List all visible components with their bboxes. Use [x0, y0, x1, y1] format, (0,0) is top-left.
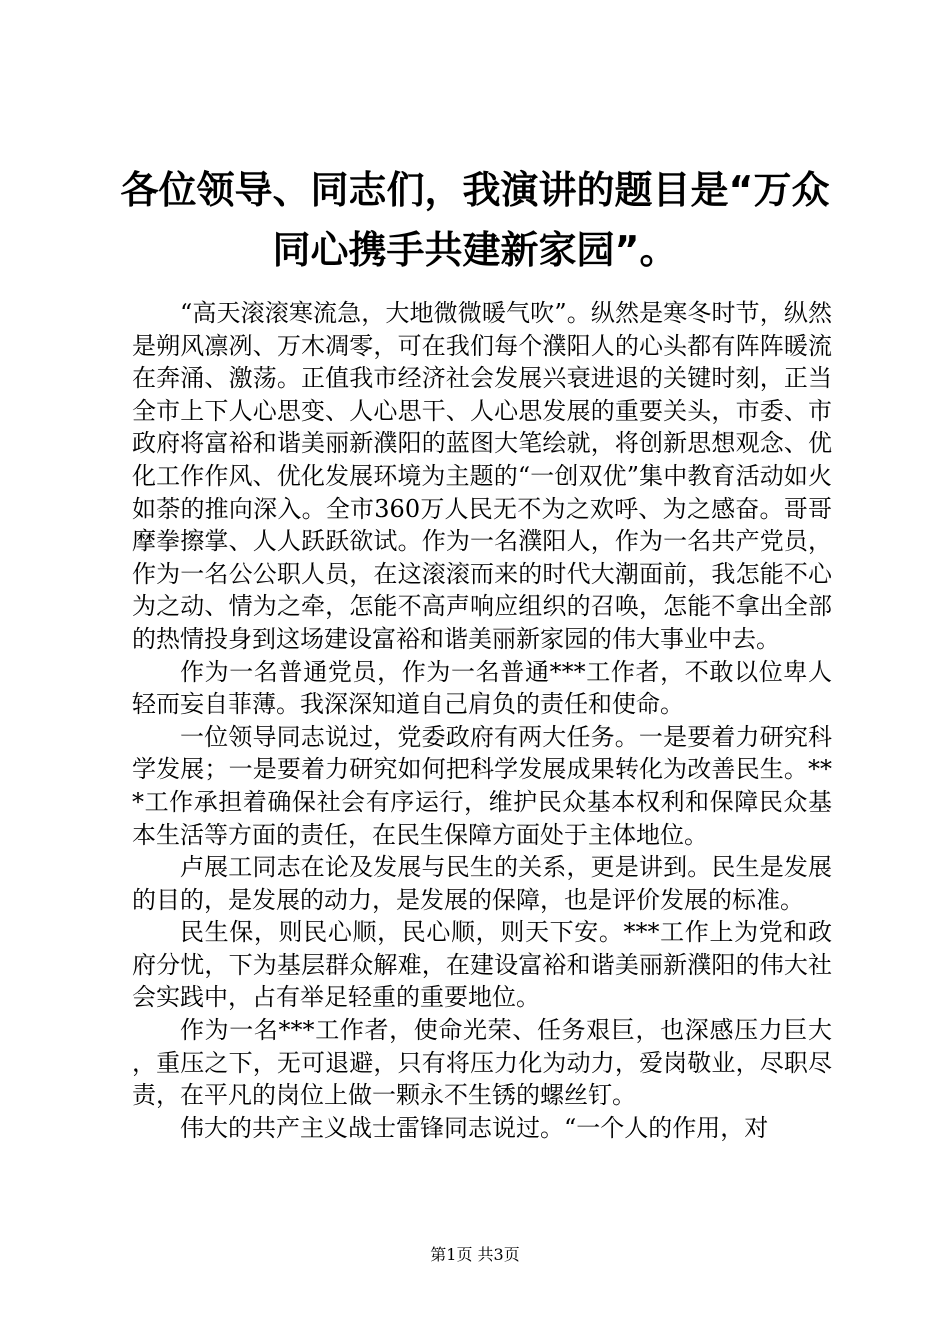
page-footer: 第1页 共3页 — [430, 1245, 520, 1264]
document-body — [132, 297, 832, 1187]
paragraph: 民生保，则民心顺，民心顺，则天下安。***工作上为党和政府分忧，下为基层群众解难，在建设富裕和谐美丽新濮阳的伟大社会实践中，占有举足轻重的重要地位。 — [132, 918, 832, 1012]
document-title: 各位领导、同志们，我演讲的题目是“万众同心携手共建新家园”。 — [120, 168, 830, 272]
paragraph: 作为一名***工作者，使命光荣、任务艰巨，也深感压力巨大，重压之下，无可退避，只有将压力化为动力，爱岗敬业，尽职尽责，在平凡的岗位上做一颗永不生锈的螺丝钉。 — [132, 1016, 832, 1110]
paragraph: 伟大的共产主义战士雷锋同志说过。“一个人的作用，对 — [180, 1113, 769, 1142]
paragraph: 一位领导同志说过，党委政府有两大任务。一是要着力研究科学发展；一是要着力研究如何把科学发展成果转化为改善民生。***工作承担着确保社会有序运行，维护民众基本权利和保障民众基本生活等方面的责任，在民生保障方面处于主体地位。 — [132, 722, 832, 849]
paragraph: 卢展工同志在论及发展与民生的关系，更是讲到。民生是发展的目的，是发展的动力，是发展的保障，也是评价发展的标准。 — [132, 853, 832, 914]
paragraph: 作为一名普通党员，作为一名普通***工作者，不敢以位卑人轻而妄自菲薄。我深深知道自己肩负的责任和使命。 — [132, 657, 832, 719]
paragraph: “高天滚滚寒流急，大地微微暖气吹”。纵然是寒冬时节，纵然是朔风凛冽、万木凋零，可在我们每个濮阳人的心头都有阵阵暖流在奔涌、激荡。正值我市经济社会发展兴衰进退的关键时刻，正当全市上下人心思变、人心思干、人心思发展的重要关头，市委、市政府将富裕和谐美丽新濮阳的蓝图大笔绘就，将创新思想观念、优化工作作风、优化发展环境为主题的“一创双优”集中教育活动如火如荼的推向深入。全市360万人民无不为之欢呼、为之感奋。哥哥摩拳擦掌、人人跃跃欲试。作为一名濮阳人，作为一名共产党员，作为一名公公职人员，在这滚滚而来的时代大潮面前，我怎能不心为之动、情为之牵，怎能不高声响应组织的召唤，怎能不拿出全部的热情投身到这场建设富裕和谐美丽新家园的伟大事业中去。 — [132, 299, 832, 653]
